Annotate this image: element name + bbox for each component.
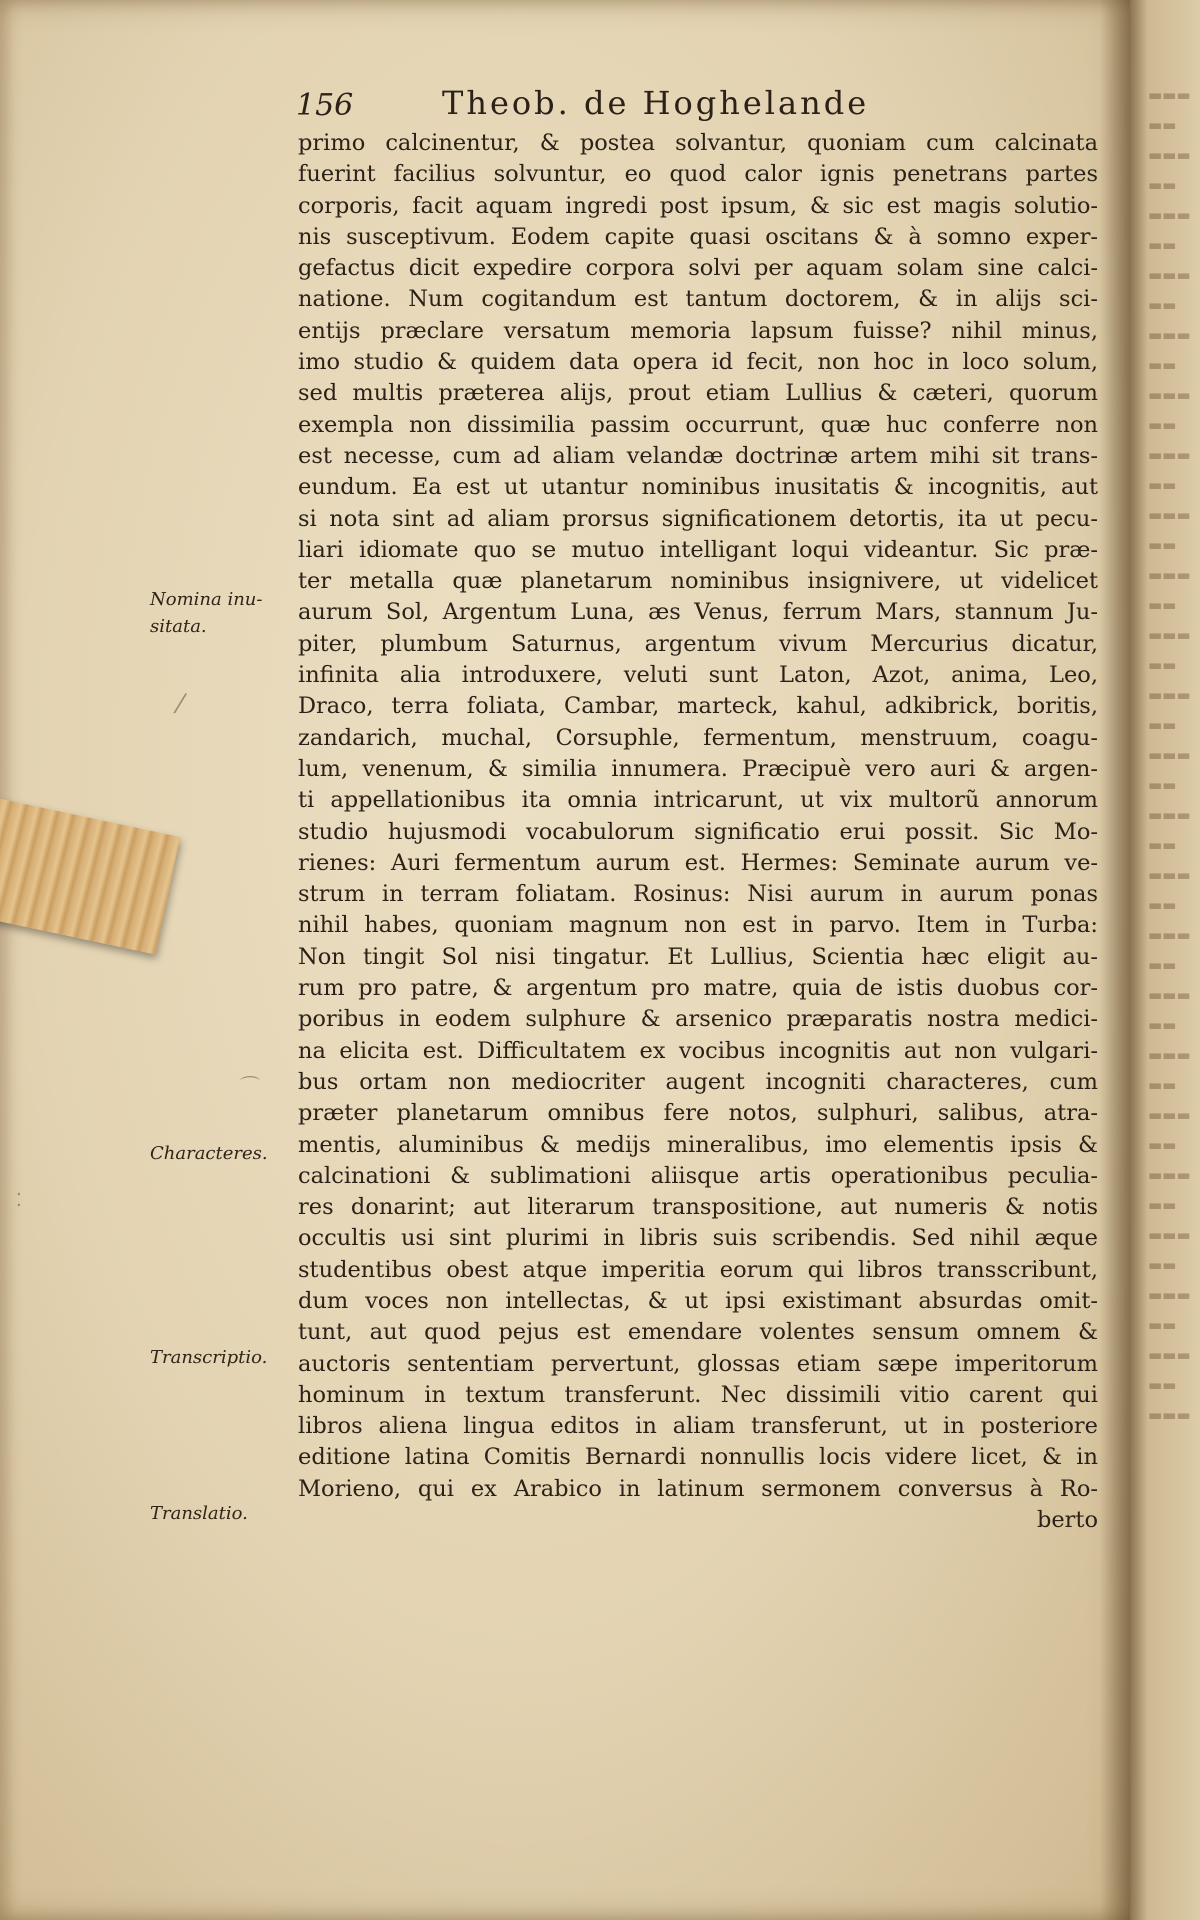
- text-line: aurum Sol, Argentum Luna, æs Venus, ferrum Mars, stannum Ju-: [298, 599, 1098, 626]
- margin-note-line: Nomina inu-: [150, 589, 263, 610]
- text-line: piter, plumbum Saturnus, argentum vivum Mercurius dicatur,: [298, 630, 1098, 657]
- page-number: 156: [296, 88, 354, 123]
- text-line: studentibus obest atque imperitia eorum qui libros transscribunt,: [298, 1256, 1098, 1283]
- text-line: lum, venenum, & similia innumera. Præcipuè vero auri & argen-: [298, 755, 1098, 782]
- text-line: præter planetarum omnibus fere notos, sulphuri, salibus, atra-: [298, 1100, 1098, 1127]
- text-line: na elicita est. Difficultatem ex vocibus incognitis aut non vulgari-: [298, 1037, 1098, 1064]
- text-line: primo calcinentur, & postea solvantur, quoniam cum calcinata: [298, 130, 1098, 156]
- text-line: editione latina Comitis Bernardi nonnullis locis videre licet, & in: [298, 1444, 1098, 1471]
- text-line: strum in terram foliatam. Rosinus: Nisi aurum in aurum ponas: [298, 881, 1098, 908]
- text-line: entijs præclare versatum memoria lapsum fuisse? nihil minus,: [298, 317, 1098, 344]
- running-title: Theob. de Hoghelande: [442, 84, 870, 122]
- next-page-edge: [1130, 0, 1200, 1920]
- text-line: Draco, terra foliata, Cambar, marteck, kahul, adkibrick, boritis,: [298, 693, 1098, 720]
- margin-note-transcriptio: Transcriptio.: [150, 1347, 268, 1368]
- body-text: [298, 128, 1098, 1536]
- text-line: fuerint facilius solvuntur, eo quod calor ignis penetrans partes: [298, 161, 1098, 188]
- margin-note-characteres: Characteres.: [150, 1143, 268, 1164]
- text-line: ti appellationibus ita omnia intricarunt, ut vix multorũ annorum: [298, 787, 1098, 814]
- text-line: Morieno, qui ex Arabico in latinum sermonem conversus à Ro-: [298, 1475, 1098, 1502]
- text-line: tunt, aut quod pejus est emendare volentes sensum omnem &: [298, 1319, 1098, 1346]
- text-line: ter metalla quæ planetarum nominibus insignivere, ut videlicet: [298, 568, 1098, 595]
- text-line: occultis usi sint plurimi in libris suis scribendis. Sed nihil æque: [298, 1225, 1098, 1252]
- text-line: gefactus dicit expedire corpora solvi per aquam solam sine calci-: [298, 255, 1098, 282]
- margin-note-translatio: Translatio.: [150, 1503, 248, 1524]
- text-line: liari idiomate quo se mutuo intelligant loqui videantur. Sic præ-: [298, 536, 1098, 563]
- text-line: zandarich, muchal, Corsuphle, fermentum, menstruum, coagu-: [298, 724, 1098, 751]
- text-line: rum pro patre, & argentum pro matre, quia de istis duobus cor-: [298, 975, 1098, 1002]
- stray-mark: ⌒: [240, 1074, 260, 1098]
- text-line: eundum. Ea est ut utantur nominibus inusitatis & incognitis, aut: [298, 474, 1098, 501]
- margin-note-nomina: [150, 586, 295, 640]
- text-line: natione. Num cogitandum est tantum doctorem, & in alijs sci-: [298, 286, 1098, 313]
- text-line: rienes: Auri fermentum aurum est. Hermes: Seminate aurum ve-: [298, 849, 1098, 876]
- text-line: Non tingit Sol nisi tingatur. Et Lullius, Scientia hæc eligit au-: [298, 943, 1098, 970]
- text-line: mentis, aluminibus & medijs mineralibus, imo elementis ipsis &: [298, 1131, 1098, 1158]
- text-line: studio hujusmodi vocabulorum significatio erui possit. Sic Mo-: [298, 818, 1098, 845]
- text-line: libros aliena lingua editos in aliam transferunt, ut in posteriore: [298, 1413, 1098, 1440]
- text-line: exempla non dissimilia passim occurrunt, quæ huc conferre non: [298, 411, 1098, 438]
- text-line: infinita alia introduxere, veluti sunt Laton, Azot, anima, Leo,: [298, 662, 1098, 689]
- page-gutter-shadow: [1100, 0, 1130, 1920]
- text-line: calcinationi & sublimationi aliisque artis operationibus peculia-: [298, 1162, 1098, 1189]
- text-line: auctoris sententiam pervertunt, glossas etiam sæpe imperitorum: [298, 1350, 1098, 1377]
- text-line: dum voces non intellectas, & ut ipsi existimant absurdas omit-: [298, 1287, 1098, 1314]
- running-head: [296, 80, 1116, 130]
- text-line: poribus in eodem sulphure & arsenico præparatis nostra medici-: [298, 1006, 1098, 1033]
- text-line: est necesse, cum ad aliam velandæ doctrinæ artem mihi sit trans-: [298, 442, 1098, 469]
- text-line: nihil habes, quoniam magnum non est in parvo. Item in Turba:: [298, 912, 1098, 939]
- text-line: berto: [1036, 1507, 1098, 1534]
- text-line: sed multis præterea alijs, prout etiam Lullius & cæteri, quorum: [298, 380, 1098, 407]
- text-line: bus ortam non mediocriter augent incogniti characteres, cum: [298, 1068, 1098, 1095]
- stray-mark: ⁄: [178, 690, 183, 720]
- text-line: si nota sint ad aliam prorsus significationem detortis, ita ut pecu-: [298, 505, 1098, 532]
- text-line: res donarint; aut literarum transpositione, aut numeris & notis: [298, 1194, 1098, 1221]
- text-line: corporis, facit aquam ingredi post ipsum, & sic est magis solutio-: [298, 192, 1098, 219]
- stray-mark: ⁚: [16, 1190, 22, 1211]
- text-line: nis susceptivum. Eodem capite quasi oscitans & à somno exper-: [298, 223, 1098, 250]
- bleed-through-text: ▬▬▬ ▬▬ ▬▬▬ ▬▬ ▬▬▬ ▬▬ ▬▬▬ ▬▬ ▬▬▬ ▬▬ ▬▬▬ ▬▬ ▬▬▬ ▬▬ ▬▬▬ ▬▬ ▬▬▬ ▬▬ ▬▬▬ ▬▬ ▬▬▬ ▬▬ ▬▬▬ ▬▬ ▬▬▬ ▬▬ ▬▬▬ ▬▬ ▬▬▬ ▬▬ ▬▬▬ ▬▬ ▬▬▬ ▬▬ ▬▬▬ ▬▬ ▬▬▬ ▬▬ ▬▬▬ ▬▬ ▬▬▬ ▬▬ ▬▬▬ ▬▬ ▬▬▬: [1148, 86, 1191, 1424]
- margin-note-line: sitata.: [150, 616, 207, 637]
- text-line: imo studio & quidem data opera id fecit, non hoc in loco solum,: [298, 349, 1098, 376]
- text-line: hominum in textum transferunt. Nec dissimili vitio carent qui: [298, 1381, 1098, 1408]
